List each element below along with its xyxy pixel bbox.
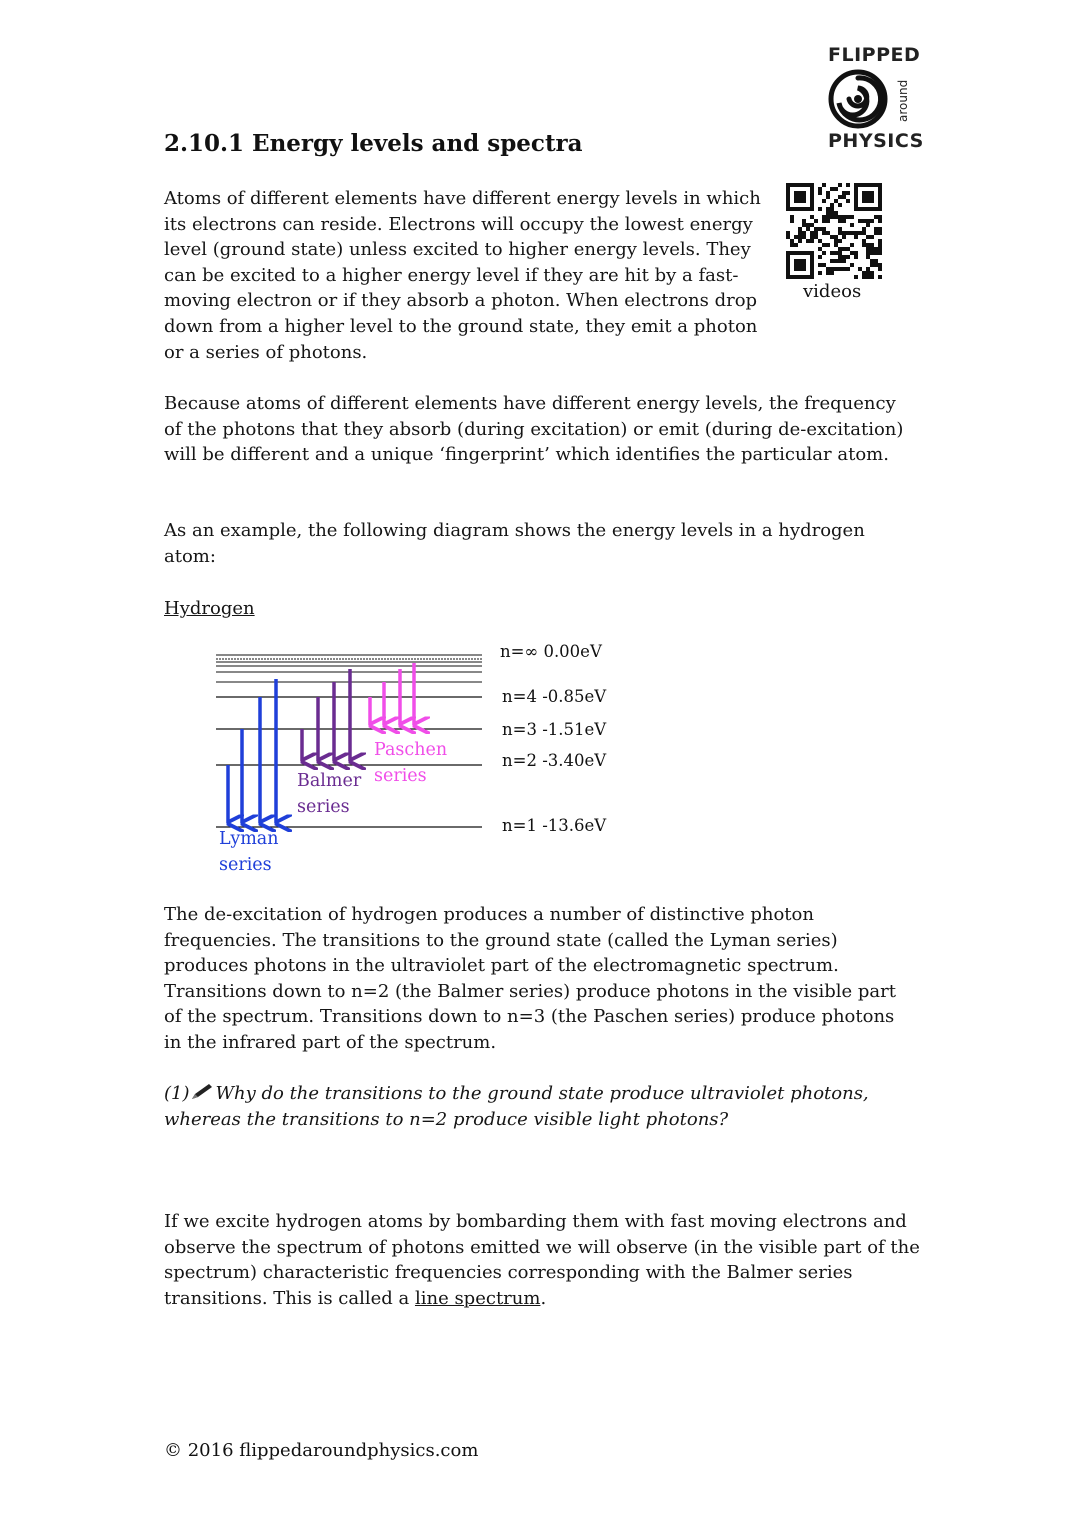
level-label-n-infinity: n=∞ 0.00eV (500, 642, 602, 661)
deexcitation-paragraph: The de-excitation of hydrogen produces a number of distinctive photon frequencies. The transitions to the ground state (called the Lyman series) produces photons in the ultraviolet part of the electromagnetic spectrum. Transitions down to n=2 (the Balmer series) produce photons in the visible part of the spectrum. Transitions down to n=3 (the Paschen series) produce photons in the infrared part of the spectrum. (164, 904, 896, 1053)
balmer-series-label: Balmer series (297, 771, 362, 817)
question-text: Why do the transitions to the ground state produce ultraviolet photons, whereas the transitions to n=2 produce visible light photons? (164, 1083, 869, 1130)
logo-wordmark-bottom: PHYSICS (828, 130, 924, 152)
pencil-icon (190, 1083, 214, 1101)
level-label-n1: n=1 -13.6eV (502, 816, 607, 835)
lyman-series-label: Lyman series (219, 829, 279, 875)
question-1 (164, 1081, 884, 1132)
line-spectrum-paragraph: If we excite hydrogen atoms by bombarding them with fast moving electrons and observe the spectrum of photons emitted we will observe (in the visible part of the spectrum) characteristic frequencies corresponding with the Balmer series transitions. This is called a line spectrum. (164, 1211, 920, 1309)
paschen-series-label: Paschen series (374, 740, 448, 786)
page-title: 2.10.1 Energy levels and spectra (164, 130, 583, 157)
question-number: (1) (164, 1083, 190, 1104)
qr-code-label: videos (803, 281, 862, 302)
swirl-logo-icon (827, 68, 889, 130)
logo-wordmark-top: FLIPPED (828, 44, 921, 66)
qr-code-icon[interactable] (786, 183, 882, 279)
level-label-n3: n=3 -1.51eV (502, 720, 607, 739)
intro-paragraph: Atoms of different elements have different energy levels in which its electrons can reside. Electrons will occupy the lowest energy level (ground state) unless excited to higher energy levels. They can be excited to a higher energy level if they are hit by a fast-moving electron or if they absorb a photon. When electrons drop down from a higher level to the ground state, they emit a photon or a series of photons. (164, 188, 761, 363)
lyman-arrows (228, 679, 276, 823)
level-label-n2: n=2 -3.40eV (502, 751, 607, 770)
level-label-n4: n=4 -0.85eV (502, 687, 607, 706)
copyright-footer: © 2016 flippedaroundphysics.com (164, 1440, 479, 1461)
balmer-arrows (302, 669, 350, 761)
example-paragraph: As an example, the following diagram shows the energy levels in a hydrogen atom: (164, 520, 865, 567)
line-spectrum-link[interactable]: line spectrum (414, 1287, 541, 1309)
logo-wordmark-side: around (896, 79, 910, 122)
diagram-title: Hydrogen (164, 598, 255, 619)
fingerprint-paragraph: Because atoms of different elements have different energy levels, the frequency of the photons that they absorb (during excitation) or emit (during de-excitation) will be different and a unique ‘fingerprint’ which identifies the particular atom. (164, 393, 904, 466)
